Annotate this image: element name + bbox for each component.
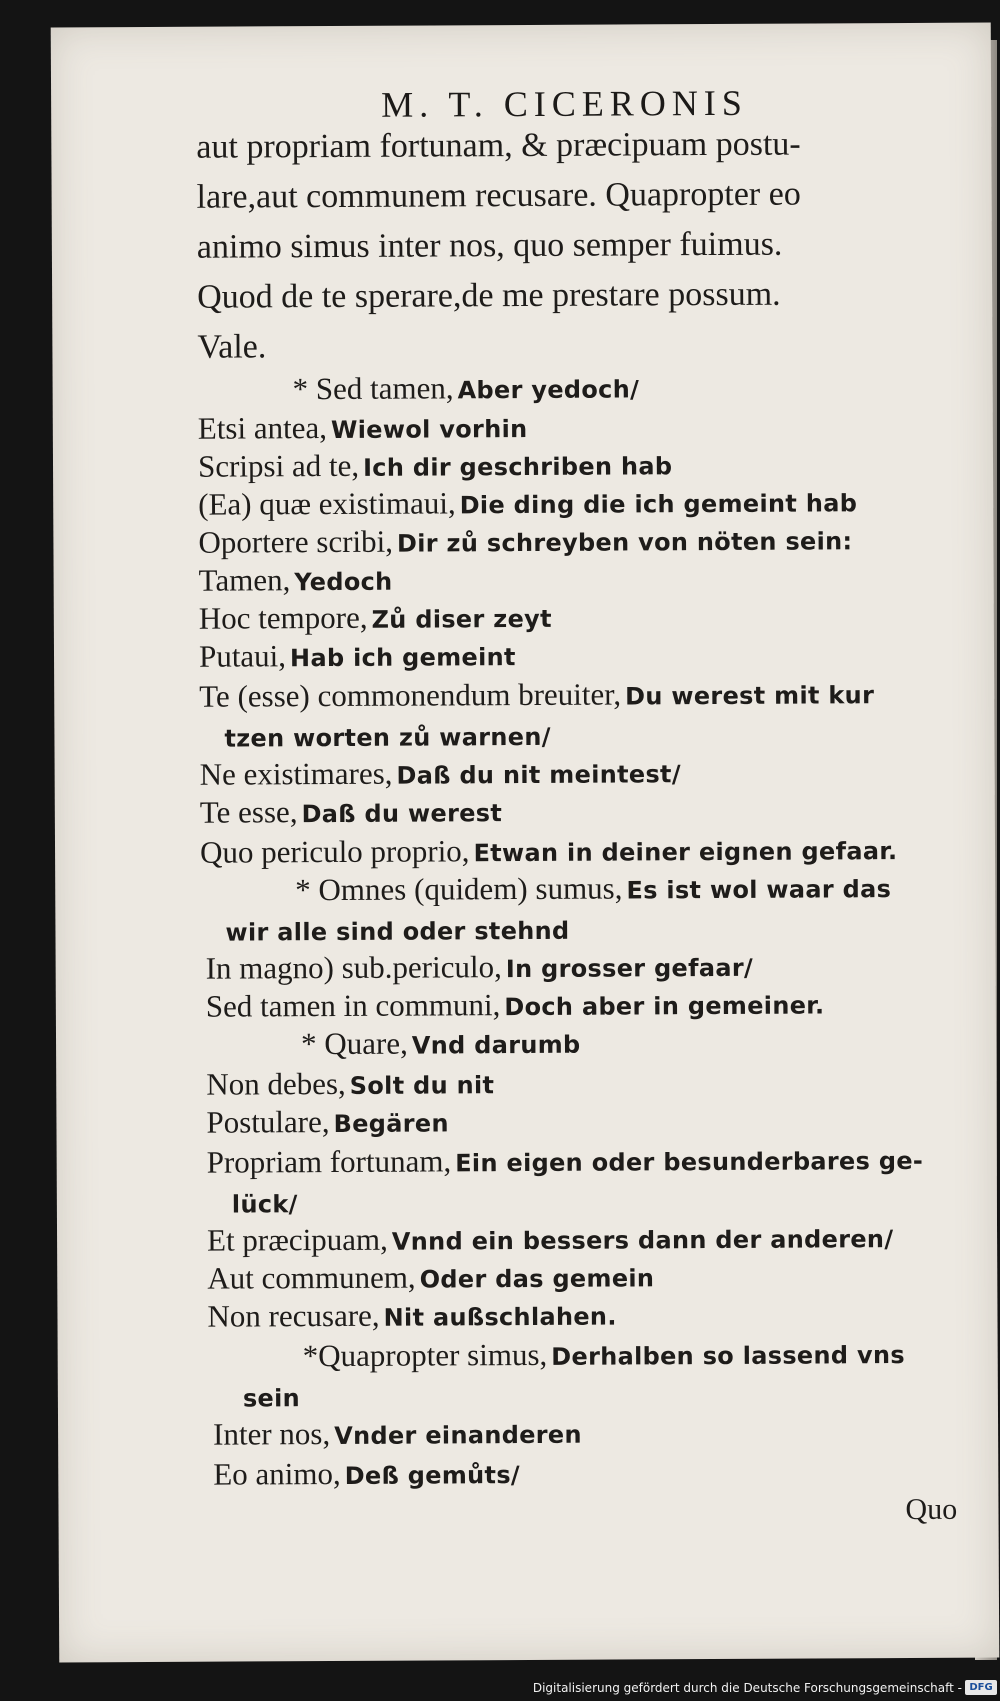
gloss-line: Ne existimares, Daß du nit meintest/	[199, 755, 681, 792]
latin-line: lare,aut communem recusare. Quapropter eo	[196, 175, 801, 216]
gloss-line: Te esse, Daß du werest	[199, 794, 503, 830]
gloss-line: Inter nos, Vnder einanderen	[213, 1416, 582, 1452]
book-page	[51, 23, 1000, 1663]
catchword: Quo	[905, 1492, 958, 1527]
latin-line: aut propriam fortunam, & præcipuam postu-	[196, 125, 801, 166]
gloss-line: Scripsi ad te, Ich dir geschriben hab	[197, 447, 673, 484]
gloss-line: (Ea) quæ existimaui, Die ding die ich gemeint hab	[198, 485, 858, 522]
gloss-line: Etsi antea, Wiewol vorhin	[197, 410, 528, 446]
gloss-line: Oportere scribi, Dir zů schreyben von nöten sein:	[198, 523, 853, 560]
gloss-line: Aut communem, Oder das gemein	[207, 1259, 655, 1296]
gloss-line: Eo animo, Deß gemůts/	[213, 1455, 521, 1492]
gloss-line: Tamen, Yedoch	[198, 562, 393, 598]
latin-line: Vale.	[197, 328, 267, 366]
gloss-line: Te (esse) commonendum breuiter, Du werest mit kur	[199, 676, 875, 714]
gloss-line: Et præcipuam, Vnnd ein bessers dann der anderen/	[206, 1221, 894, 1258]
gloss-line: Non debes, Solt du nit	[206, 1065, 495, 1102]
gloss-line: Non recusare, Nit außschlahen.	[207, 1297, 617, 1334]
gloss-line: Sed tamen in communi, Doch aber in gemeiner.	[205, 987, 825, 1024]
gloss-line: *Quapropter simus, Derhalben so lassend vns	[302, 1336, 905, 1374]
latin-line: animo simus inter nos, quo semper fuimus.	[196, 225, 783, 266]
footer-credit: Digitalisierung gefördert durch die Deutsche Forschungsgemeinschaft -	[532, 1681, 962, 1695]
latin-line: Quod de te sperare,de me prestare possum.	[197, 275, 781, 316]
dfg-logo: DFG	[965, 1680, 997, 1695]
gloss-line: * Sed tamen, Aber yedoch/	[292, 370, 640, 407]
gloss-line: Putaui, Hab ich gemeint	[198, 638, 516, 674]
gloss-line: Postulare, Begären	[206, 1104, 449, 1140]
gloss-line: wir alle sind oder stehnd	[225, 916, 570, 947]
gloss-line: tzen worten zů warnen/	[224, 722, 551, 753]
gloss-line: Quo periculo proprio, Etwan in deiner eignen gefaar.	[199, 833, 898, 870]
gloss-line: Hoc tempore, Zů diser zeyt	[198, 599, 552, 636]
gloss-line: * Quare, Vnd darumb	[300, 1025, 581, 1062]
footer-bar	[0, 1675, 1000, 1701]
running-title: M. T. CICERONIS	[381, 82, 748, 125]
gloss-line: sein	[242, 1384, 301, 1413]
gloss-line: * Omnes (quidem) sumus, Es ist wol waar das	[295, 870, 892, 908]
gloss-line: Propriam fortunam, Ein eigen oder besunderbares ge-	[206, 1143, 924, 1180]
gloss-line: In magno) sub.periculo, In grosser gefaar/	[205, 949, 754, 986]
gloss-line: lück/	[231, 1190, 298, 1219]
